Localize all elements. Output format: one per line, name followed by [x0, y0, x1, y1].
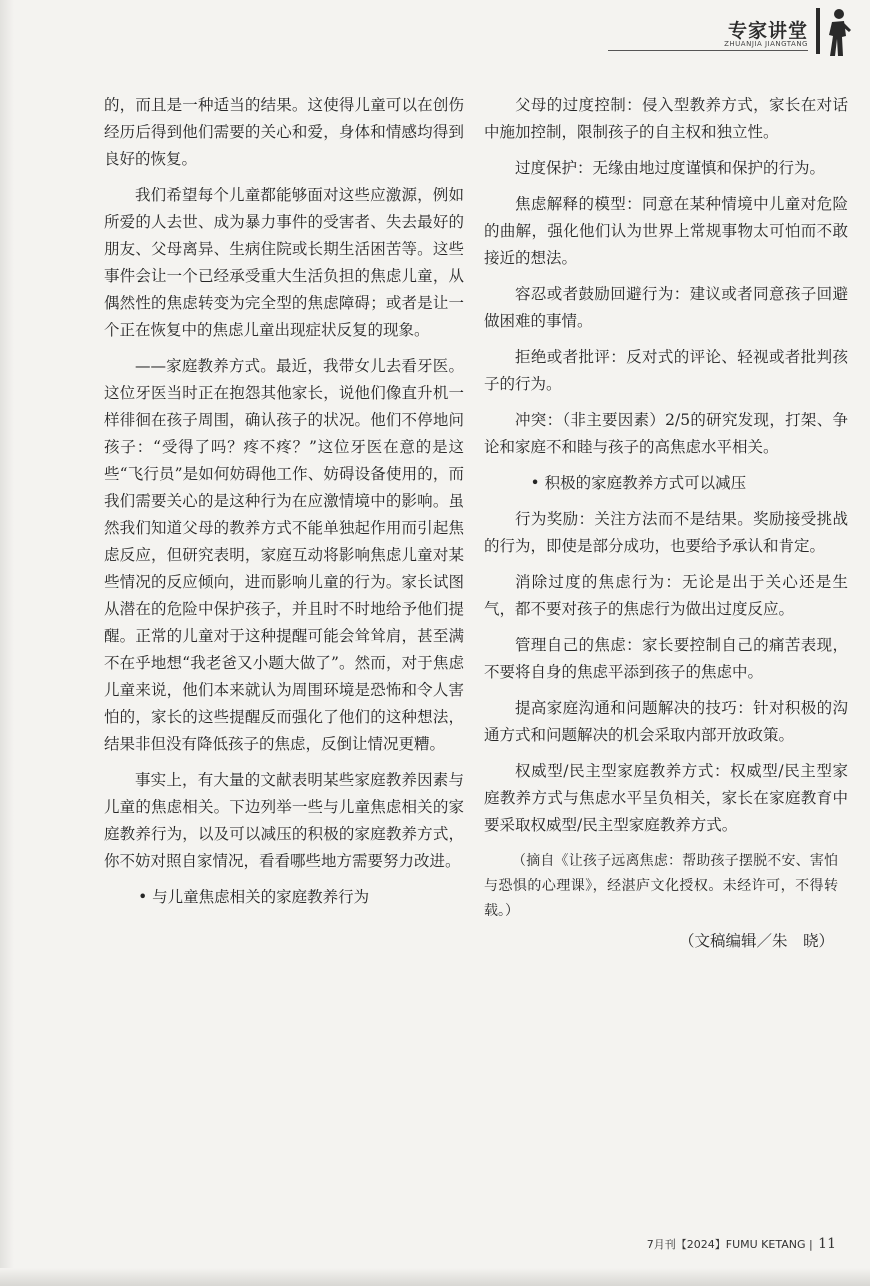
paragraph: 权威型/民主型家庭教养方式：权威型/民主型家庭教养方式与焦虑水平呈负相关，家长在家庭教育中要采取权威型/民主型家庭教养方式。 — [484, 762, 848, 834]
paragraph: 管理自己的焦虑：家长要控制自己的痛苦表现，不要将自身的焦虑平添到孩子的焦虑中。 — [484, 636, 848, 681]
right-column — [484, 92, 848, 955]
paragraph: 我们希望每个儿童都能够面对这些应激源，例如所爱的人去世、成为暴力事件的受害者、失去最好的朋友、父母离异、生病住院或长期生活困苦等。这些事件会让一个已经承受重大生活负担的焦虑儿童，从偶然性的焦虑转变为完全型的焦虑障碍；或者是让一个正在恢复中的焦虑儿童出现症状反复的现象。 — [104, 186, 464, 339]
page-bottom-shadow — [0, 1268, 870, 1286]
header-bar — [816, 8, 820, 54]
paragraph: ——家庭教养方式。最近，我带女儿去看牙医。这位牙医当时正在抱怨其他家长，说他们像直升机一样徘徊在孩子周围，确认孩子的状况。他们不停地问孩子：“受得了吗？疼不疼？”这位牙医在意的是这些“飞行员”是如何妨碍他工作、妨碍设备使用的，而我们需要关心的是这种行为在应激情境中的影响。虽然我们知道父母的教养方式不能单独起作用而引起焦虑反应，但研究表明，家庭互动将影响焦虑儿童对某些情况的反应倾向，进而影响儿童的行为。家长试图从潜在的危险中保护孩子，并且时不时地给予他们提醒。正常的儿童对于这种提醒可能会耸耸肩，甚至满不在乎地想“我老爸又小题大做了”。然而，对于焦虑儿童来说，他们本来就认为周围环境是恐怖和令人害怕的，家长的这些提醒反而强化了他们的这种想法，结果非但没有降低孩子的焦虑，反倒让情况更糟。 — [104, 357, 464, 753]
page-footer: 7月刊【2024】FUMU KETANG | 11 — [646, 1236, 836, 1252]
paragraph: 过度保护：无缘由地过度谨慎和保护的行为。 — [515, 159, 826, 177]
paragraph: 消除过度的焦虑行为：无论是出于关心还是生气，都不要对孩子的焦虑行为做出过度反应。 — [484, 573, 848, 618]
section-header — [612, 6, 852, 58]
section-bullet-heading: • 积极的家庭教养方式可以减压 — [530, 474, 747, 492]
paragraph: 的，而且是一种适当的结果。这使得儿童可以在创伤经历后得到他们需要的关心和爱，身体和情感均得到良好的恢复。 — [104, 96, 464, 168]
speaker-figure-icon — [822, 6, 852, 58]
section-title: 专家讲堂 — [727, 20, 808, 42]
issue-label: 7月刊【2024】FUMU KETANG — [646, 1238, 806, 1251]
paragraph: 父母的过度控制：侵入型教养方式，家长在对话中施加控制，限制孩子的自主权和独立性。 — [484, 96, 848, 141]
paragraph: 焦虑解释的模型：同意在某种情境中儿童对危险的曲解，强化他们认为世界上常规事物太可怕而不敢接近的想法。 — [484, 195, 848, 267]
left-column — [104, 92, 464, 911]
paragraph: 容忍或者鼓励回避行为：建议或者同意孩子回避做困难的事情。 — [484, 285, 848, 330]
paragraph: 行为奖励：关注方法而不是结果。奖励接受挑战的行为，即使是部分成功，也要给予承认和肯定。 — [484, 510, 848, 555]
paragraph: 拒绝或者批评：反对式的评论、轻视或者批判孩子的行为。 — [484, 348, 848, 393]
paragraph: 冲突：（非主要因素）2/5的研究发现，打架、争论和家庭不和睦与孩子的高焦虑水平相关。 — [484, 411, 848, 456]
page-binding-edge — [0, 0, 14, 1286]
editor-credit: （文稿编辑／朱 晓） — [678, 932, 834, 950]
source-note: （摘自《让孩子远离焦虑：帮助孩子摆脱不安、害怕与恐惧的心理课》，经湛庐文化授权。未经许可，不得转载。） — [484, 853, 838, 919]
section-subtitle: ZHUANJIA JIANGTANG — [724, 40, 808, 48]
section-bullet-heading: • 与儿童焦虑相关的家庭教养行为 — [138, 888, 370, 906]
header-rule — [608, 50, 808, 51]
page-number: 11 — [818, 1236, 836, 1252]
paragraph: 事实上，有大量的文献表明某些家庭教养因素与儿童的焦虑相关。下边列举一些与儿童焦虑相关的家庭教养行为，以及可以减压的积极的家庭教养方式，你不妨对照自家情况，看看哪些地方需要努力改进。 — [104, 771, 464, 870]
paragraph: 提高家庭沟通和问题解决的技巧：针对积极的沟通方式和问题解决的机会采取内部开放政策。 — [484, 699, 848, 744]
